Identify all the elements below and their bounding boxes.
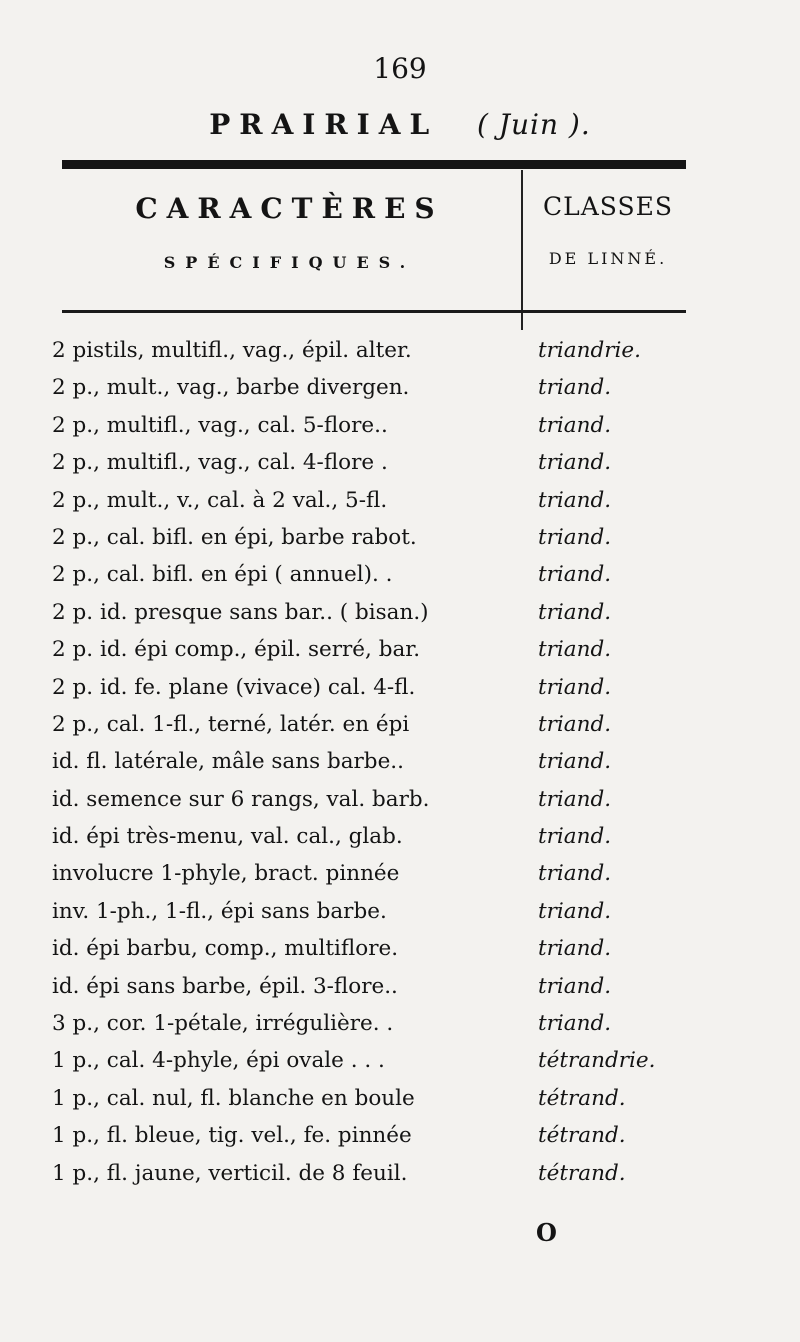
row-description: 2 p., cal. bifl. en épi, barbe rabot.	[52, 524, 417, 550]
row-class: tétrand.	[538, 1085, 626, 1111]
table-row	[52, 407, 692, 444]
row-class: triand.	[538, 786, 612, 812]
row-description: id. épi sans barbe, épil. 3-flore..	[52, 973, 398, 999]
row-description: 1 p., fl. jaune, verticil. de 8 feuil.	[52, 1160, 408, 1186]
row-description: 2 p., cal. bifl. en épi ( annuel). .	[52, 562, 393, 588]
row-description: 3 p., cor. 1-pétale, irrégulière. .	[52, 1011, 394, 1037]
row-class: triand.	[538, 1011, 612, 1037]
month-translation: ( Juin ).	[476, 108, 591, 141]
table-row	[52, 332, 692, 369]
row-class: triand.	[538, 898, 612, 924]
row-description: id. semence sur 6 rangs, val. barb.	[52, 786, 430, 812]
table-row	[52, 743, 692, 780]
table-row	[52, 855, 692, 892]
table-row	[52, 706, 692, 743]
row-class: triand.	[538, 936, 612, 962]
table-row	[52, 556, 692, 593]
row-class: triand.	[538, 524, 612, 550]
row-class: triand.	[538, 674, 612, 700]
row-description: 1 p., cal. 4-phyle, épi ovale . . .	[52, 1048, 385, 1074]
table-body	[52, 332, 692, 1192]
header-rule	[62, 310, 686, 313]
table-row	[52, 818, 692, 855]
row-description: 2 p. id. presque sans bar.. ( bisan.)	[52, 599, 429, 625]
row-class: triand.	[538, 412, 612, 438]
table-row	[52, 1005, 692, 1042]
column-header-characters	[62, 192, 517, 272]
table-row	[52, 1080, 692, 1117]
row-class: triand.	[538, 749, 612, 775]
row-description: 1 p., fl. bleue, tig. vel., fe. pinnée	[52, 1123, 412, 1149]
row-class: tétrand.	[538, 1160, 626, 1186]
table-row	[52, 893, 692, 930]
row-class: triand.	[538, 711, 612, 737]
column-header-left-line2: SPÉCIFIQUES.	[163, 253, 416, 272]
table-row	[52, 1117, 692, 1154]
row-class: triand.	[538, 450, 612, 476]
row-class: triand.	[538, 562, 612, 588]
row-description: 2 p. id. fe. plane (vivace) cal. 4-fl.	[52, 674, 416, 700]
table-row	[52, 1042, 692, 1079]
column-header-classes	[528, 192, 688, 268]
row-description: involucre 1-phyle, bract. pinnée	[52, 861, 400, 887]
row-class: triand.	[538, 375, 612, 401]
row-class: triand.	[538, 599, 612, 625]
column-divider	[521, 170, 523, 330]
table-row	[52, 781, 692, 818]
column-header-left-line1: CARACTÈRES	[135, 192, 444, 225]
row-description: 2 p., mult., vag., barbe divergen.	[52, 375, 410, 401]
row-description: 1 p., cal. nul, fl. blanche en boule	[52, 1085, 415, 1111]
row-description: 2 p., mult., v., cal. à 2 val., 5-fl.	[52, 487, 388, 513]
row-class: tétrandrie.	[538, 1048, 656, 1074]
row-class: triand.	[538, 824, 612, 850]
row-class: triand.	[538, 973, 612, 999]
table-row	[52, 669, 692, 706]
row-class: tétrand.	[538, 1123, 626, 1149]
table-row	[52, 482, 692, 519]
row-description: inv. 1-ph., 1-fl., épi sans barbe.	[52, 898, 387, 924]
row-class: triand.	[538, 487, 612, 513]
page-number: 169	[373, 52, 427, 85]
table-row	[52, 519, 692, 556]
row-description: 2 p., cal. 1-fl., terné, latér. en épi	[52, 711, 410, 737]
table-row	[52, 444, 692, 481]
column-header-right-line2: DE LINNÉ.	[548, 249, 668, 268]
table-row	[52, 968, 692, 1005]
table-row	[52, 594, 692, 631]
signature-mark: O	[536, 1218, 557, 1247]
row-class: triandrie.	[538, 338, 641, 363]
row-description: id. épi barbu, comp., multiflore.	[52, 936, 399, 962]
row-class: triand.	[538, 861, 612, 887]
row-description: 2 p. id. épi comp., épil. serré, bar.	[52, 637, 421, 663]
row-description: 2 p., multifl., vag., cal. 5-flore..	[52, 412, 388, 438]
column-header-right-line1: CLASSES	[543, 192, 673, 221]
month-title: PRAIRIAL	[209, 108, 439, 141]
table-row	[52, 930, 692, 967]
row-class: triand.	[538, 637, 612, 663]
row-description: 2 p., multifl., vag., cal. 4-flore .	[52, 450, 388, 476]
row-description: id. épi très-menu, val. cal., glab.	[52, 824, 403, 850]
table-row	[52, 1155, 692, 1192]
table-row	[52, 631, 692, 668]
table-row	[52, 369, 692, 406]
row-description: id. fl. latérale, mâle sans barbe..	[52, 749, 404, 775]
top-rule	[62, 160, 686, 169]
row-description: 2 pistils, multifl., vag., épil. alter.	[52, 338, 412, 363]
running-head	[0, 108, 800, 141]
